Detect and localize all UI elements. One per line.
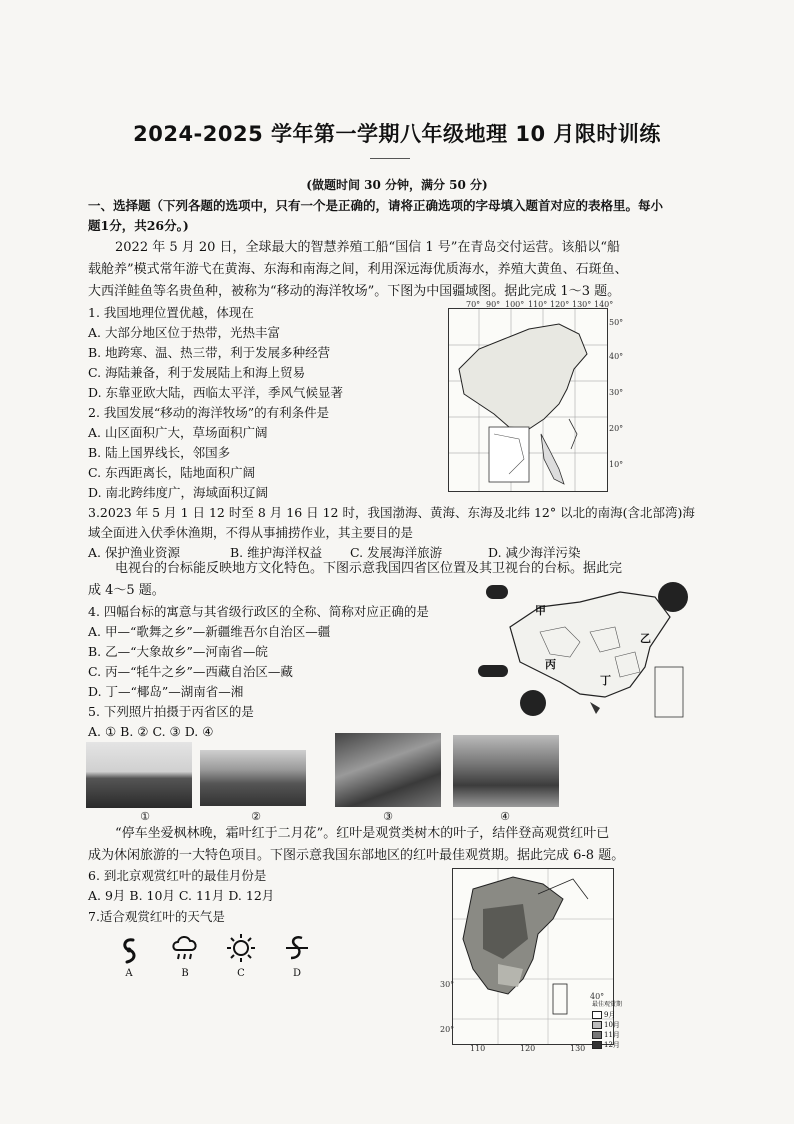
q1-option-c: C. 海陆兼备，利于发展陆上和海上贸易 bbox=[88, 365, 306, 380]
q6-stem: 6. 到北京观赏红叶的最佳月份是 bbox=[88, 868, 267, 883]
legend-swatch-nov bbox=[592, 1031, 602, 1039]
q1-option-b: B. 地跨寒、温、热三带，利于发展多种经营 bbox=[88, 345, 331, 360]
q3-stem-line1: 3.2023 年 5 月 1 日 12 时至 8 月 16 日 12 时，我国渤海、黄海、东海及北纬 12° 以北的南海(含北部湾)海 bbox=[88, 505, 695, 520]
weather-label-c: C bbox=[237, 968, 245, 979]
photo-4-label: ④ bbox=[500, 810, 510, 823]
sun-icon bbox=[226, 932, 256, 970]
map1-lon-140: 140° bbox=[594, 300, 614, 309]
photo-3 bbox=[335, 733, 441, 807]
q3-option-b: B. 维护海洋权益 bbox=[230, 545, 323, 560]
red-leaf-map-drawing bbox=[453, 869, 616, 1044]
intro2-line1: 电视台的台标能反映地方文化特色。下图示意我国四省区位置及其卫视台的台标。据此完 bbox=[115, 561, 623, 576]
q2-option-d: D. 南北跨纬度广，海域面积辽阔 bbox=[88, 485, 269, 500]
map3-legend bbox=[592, 1000, 626, 1050]
map1-lon-110: 110° bbox=[528, 300, 548, 309]
map3-legend-title: 最佳观赏期 bbox=[592, 1001, 623, 1008]
tv-logo-jia bbox=[486, 585, 508, 599]
q4-option-b: B. 乙—“大象故乡”—河南省—皖 bbox=[88, 644, 268, 659]
q1-option-a: A. 大部分地区位于热带，光热丰富 bbox=[88, 325, 280, 340]
map3-legend-dec: 12月 bbox=[604, 1041, 620, 1049]
intro3-line2: 成为休闲旅游的一大特色项目。下图示意我国东部地区的红叶最佳观赏期。据此完成 6-8 题。 bbox=[88, 848, 625, 863]
title-underline bbox=[370, 158, 410, 159]
photo-1-label: ① bbox=[140, 810, 150, 823]
q5-stem: 5. 下列照片拍摄于丙省区的是 bbox=[88, 704, 254, 719]
map1-lat-10: 10° bbox=[609, 460, 624, 469]
page-title: 2024-2025 学年第一学期八年级地理 10 月限时训练 bbox=[133, 122, 661, 146]
q7-stem: 7.适合观赏红叶的天气是 bbox=[88, 909, 225, 924]
q3-option-d: D. 减少海洋污染 bbox=[488, 545, 581, 560]
map2-label-jia: 甲 bbox=[535, 604, 546, 617]
china-territory-map-drawing bbox=[449, 309, 607, 491]
photo-2-label: ② bbox=[251, 810, 261, 823]
q4-option-c: C. 丙—“牦牛之乡”—西藏自治区—藏 bbox=[88, 664, 293, 679]
map1-lat-40: 40° bbox=[609, 352, 624, 361]
intro1-line1: 2022 年 5 月 20 日，全球最大的智慧养殖工船“国信 1 号”在青岛交付运营。该船以“船 bbox=[115, 240, 621, 255]
q1-option-d: D. 东靠亚欧大陆，西临太平洋，季风气候显著 bbox=[88, 385, 344, 400]
q2-stem: 2. 我国发展“移动的海洋牧场”的有利条件是 bbox=[88, 405, 330, 420]
map3-lat-20: 20° bbox=[440, 1025, 455, 1034]
weather-label-a: A bbox=[125, 968, 133, 979]
q6-options: A. 9月 B. 10月 C. 11月 D. 12月 bbox=[88, 888, 275, 903]
sun-icon-drawing bbox=[226, 932, 256, 966]
map1-lon-90: 90° bbox=[486, 300, 501, 309]
map3-legend-nov: 11月 bbox=[604, 1031, 620, 1039]
map1-lat-20: 20° bbox=[609, 424, 624, 433]
weather-label-b: B bbox=[181, 968, 189, 979]
map3-lon-120: 120 bbox=[520, 1044, 536, 1053]
typhoon-icon bbox=[114, 934, 144, 972]
q2-option-c: C. 东西距离长，陆地面积广阔 bbox=[88, 465, 256, 480]
map1-lon-120: 120° bbox=[550, 300, 570, 309]
map3-legend-oct: 10月 bbox=[604, 1021, 620, 1029]
red-leaf-viewing-map bbox=[452, 868, 614, 1045]
map1-lon-130: 130° bbox=[572, 300, 592, 309]
map1-lat-50: 50° bbox=[609, 318, 624, 327]
exam-time-note: (做题时间 30 分钟，满分 50 分) bbox=[306, 178, 488, 192]
intro1-line3: 大西洋鲑鱼等名贵鱼种，被称为“移动的海洋牧场”。下图为中国疆域图。据此完成 1～3 题。 bbox=[88, 284, 621, 299]
q4-stem: 4. 四幅台标的寓意与其省级行政区的全称、简称对应正确的是 bbox=[88, 604, 429, 619]
q4-option-a: A. 甲—“歌舞之乡”—新疆维吾尔自治区—疆 bbox=[88, 624, 331, 639]
map2-label-yi: 乙 bbox=[640, 632, 651, 645]
rain-cloud-icon-drawing bbox=[170, 932, 200, 966]
map3-lat-30: 30° bbox=[440, 980, 455, 989]
map2-label-bing: 丙 bbox=[545, 658, 556, 671]
legend-swatch-dec bbox=[592, 1041, 602, 1049]
map1-lon-70: 70° bbox=[466, 300, 481, 309]
q1-stem: 1. 我国地理位置优越，体现在 bbox=[88, 305, 254, 320]
china-territory-map bbox=[448, 308, 608, 492]
map3-lon-110: 110 bbox=[470, 1044, 486, 1053]
map3-lat-40: 40° bbox=[590, 992, 605, 1001]
sandstorm-icon-drawing bbox=[282, 932, 312, 966]
weather-label-d: D bbox=[292, 968, 302, 979]
sandstorm-icon bbox=[282, 932, 312, 970]
intro1-line2: 载舱养”模式常年游弋在黄海、东海和南海之间，利用深远海优质海水，养殖大黄鱼、石斑鱼、 bbox=[88, 262, 628, 277]
map2-label-ding: 丁 bbox=[600, 674, 611, 687]
map1-lon-100: 100° bbox=[505, 300, 525, 309]
map1-lat-30: 30° bbox=[609, 388, 624, 397]
q3-option-c: C. 发展海洋旅游 bbox=[350, 545, 443, 560]
photo-3-label: ③ bbox=[383, 810, 393, 823]
tv-logo-ding bbox=[520, 690, 546, 716]
q5-options: A. ① B. ② C. ③ D. ④ bbox=[88, 724, 214, 739]
tv-logo-bing bbox=[478, 665, 508, 677]
legend-swatch-oct bbox=[592, 1021, 602, 1029]
legend-swatch-sep bbox=[592, 1011, 602, 1019]
rain-cloud-icon bbox=[170, 932, 200, 970]
intro3-line1: “停车坐爱枫林晚，霜叶红于二月花”。红叶是观赏类树木的叶子，结伴登高观赏红叶已 bbox=[115, 826, 610, 841]
photo-2 bbox=[200, 750, 306, 806]
q2-option-b: B. 陆上国界线长，邻国多 bbox=[88, 445, 231, 460]
photo-1 bbox=[86, 742, 192, 808]
map3-lon-130: 130 bbox=[570, 1044, 586, 1053]
typhoon-icon-drawing bbox=[114, 934, 144, 968]
section-heading-line1: 一、选择题（下列各题的选项中，只有一个是正确的，请将正确选项的字母填入题首对应的表格里。每小 bbox=[88, 198, 664, 213]
q3-option-a: A. 保护渔业资源 bbox=[88, 545, 180, 560]
q3-stem-line2: 域全面进入伏季休渔期，不得从事捕捞作业，其主要目的是 bbox=[88, 525, 414, 540]
photo-4 bbox=[453, 735, 559, 807]
q2-option-a: A. 山区面积广大，草场面积广阔 bbox=[88, 425, 268, 440]
section-heading-line2: 题1分，共26分。) bbox=[88, 218, 189, 233]
tv-logo-yi bbox=[658, 582, 688, 612]
map3-legend-sep: 9月 bbox=[604, 1011, 616, 1019]
intro2-line2: 成 4～5 题。 bbox=[88, 583, 165, 598]
q4-option-d: D. 丁—“椰岛”—湖南省—湘 bbox=[88, 684, 244, 699]
